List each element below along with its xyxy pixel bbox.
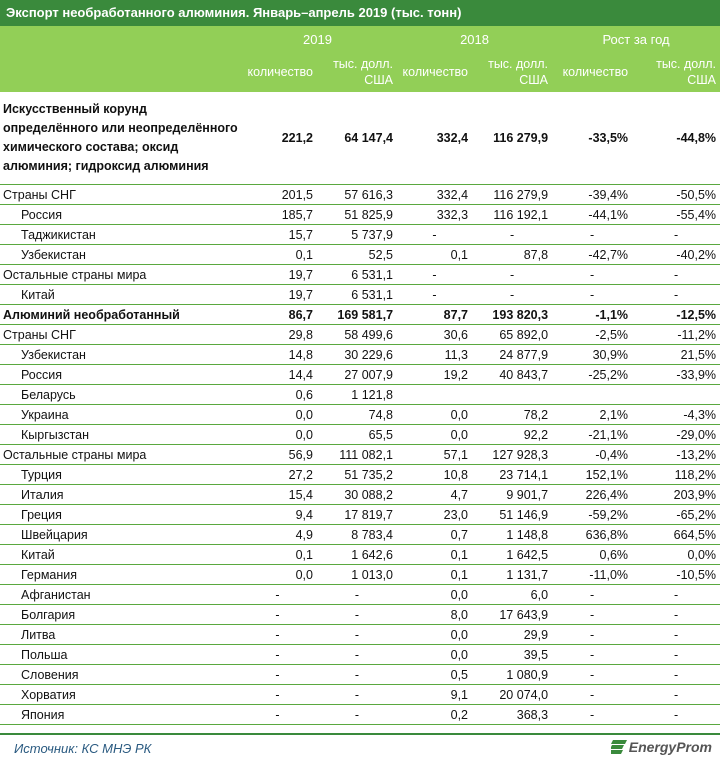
cell-value: -21,1% bbox=[552, 425, 632, 445]
cell-value: 201,5 bbox=[238, 185, 317, 205]
cell-value: 39,5 bbox=[472, 645, 552, 665]
cell-value: - bbox=[317, 705, 397, 725]
row-label: Хорватия bbox=[0, 685, 238, 705]
cell-value: 14,4 bbox=[238, 365, 317, 385]
cell-value: 0,1 bbox=[397, 565, 472, 585]
row-label: Остальные страны мира bbox=[0, 265, 238, 285]
cell-value: - bbox=[552, 585, 632, 605]
cell-value: - bbox=[632, 705, 720, 725]
cell-value: 0,6 bbox=[238, 385, 317, 405]
table-row bbox=[0, 405, 720, 425]
logo-icon bbox=[611, 740, 627, 754]
table-row bbox=[0, 425, 720, 445]
table-row bbox=[0, 285, 720, 305]
row-label: Кыргызстан bbox=[0, 425, 238, 445]
cell-value: 9 901,7 bbox=[472, 485, 552, 505]
cell-value: - bbox=[552, 265, 632, 285]
cell-value: - bbox=[632, 665, 720, 685]
row-label: Польша bbox=[0, 645, 238, 665]
cell-value: -2,5% bbox=[552, 325, 632, 345]
cell-value: 1 148,8 bbox=[472, 525, 552, 545]
cell-value: - bbox=[552, 705, 632, 725]
table-row bbox=[0, 545, 720, 565]
cell-value: - bbox=[238, 685, 317, 705]
row-label: Афганистан bbox=[0, 585, 238, 605]
cell-value: 0,0 bbox=[238, 565, 317, 585]
cell-value: 30,6 bbox=[397, 325, 472, 345]
cell-value: 30 229,6 bbox=[317, 345, 397, 365]
table-row bbox=[0, 305, 720, 325]
cell-value: -59,2% bbox=[552, 505, 632, 525]
cell-value: - bbox=[632, 265, 720, 285]
cell-value: 19,7 bbox=[238, 285, 317, 305]
cell-value: - bbox=[552, 685, 632, 705]
cell-value: - bbox=[552, 645, 632, 665]
header-group-2018: 2018 bbox=[460, 31, 489, 47]
cell-value: 0,0 bbox=[397, 585, 472, 605]
cell-value: 0,7 bbox=[397, 525, 472, 545]
cell-value: 92,2 bbox=[472, 425, 552, 445]
cell-value: 23 714,1 bbox=[472, 465, 552, 485]
header-sub-row bbox=[0, 52, 720, 92]
cell-value: 0,2 bbox=[397, 705, 472, 725]
table-row bbox=[0, 325, 720, 345]
row-label: Китай bbox=[0, 545, 238, 565]
cell-value: 51 735,2 bbox=[317, 465, 397, 485]
table-row bbox=[0, 185, 720, 205]
cell-value: 4,9 bbox=[238, 525, 317, 545]
table-row bbox=[0, 445, 720, 465]
cell-value: -10,5% bbox=[632, 565, 720, 585]
cell-value: 118,2% bbox=[632, 465, 720, 485]
cell-value: 27 007,9 bbox=[317, 365, 397, 385]
table-row bbox=[0, 525, 720, 545]
table-row bbox=[0, 345, 720, 365]
cell-value: 30,9% bbox=[552, 345, 632, 365]
row-label: Узбекистан bbox=[0, 245, 238, 265]
header-sub-qty-2019: количество bbox=[247, 65, 313, 79]
cell-value: 14,8 bbox=[238, 345, 317, 365]
cell-value: 78,2 bbox=[472, 405, 552, 425]
cell-value: 127 928,3 bbox=[472, 445, 552, 465]
cell-value: 0,0 bbox=[397, 425, 472, 445]
row-label: Болгария bbox=[0, 605, 238, 625]
export-table bbox=[0, 26, 720, 725]
cell-value: 111 082,1 bbox=[317, 445, 397, 465]
cell-value: 1 131,7 bbox=[472, 565, 552, 585]
row-label: Япония bbox=[0, 705, 238, 725]
cell-value: -11,2% bbox=[632, 325, 720, 345]
cell-value: 8,0 bbox=[397, 605, 472, 625]
cell-value: 193 820,3 bbox=[472, 305, 552, 325]
cell-value: - bbox=[552, 285, 632, 305]
cell-value: 19,2 bbox=[397, 365, 472, 385]
cell-value: -12,5% bbox=[632, 305, 720, 325]
cell-value: - bbox=[238, 625, 317, 645]
cell-value: -25,2% bbox=[552, 365, 632, 385]
table-row bbox=[0, 465, 720, 485]
cell-value: 8 783,4 bbox=[317, 525, 397, 545]
cell-value: 6 531,1 bbox=[317, 265, 397, 285]
cell-value: - bbox=[472, 265, 552, 285]
header-sub-qty-growth: количество bbox=[562, 65, 629, 79]
table-row bbox=[0, 385, 720, 405]
cell-value: 0,1 bbox=[397, 245, 472, 265]
cell-value: - bbox=[238, 665, 317, 685]
header-groups-row bbox=[0, 26, 720, 52]
row-label: Китай bbox=[0, 285, 238, 305]
cell-value: 116 279,9 bbox=[472, 185, 552, 205]
cell-value: 332,4 bbox=[397, 92, 472, 185]
row-label: Россия bbox=[0, 205, 238, 225]
cell-value: - bbox=[632, 685, 720, 705]
cell-value: - bbox=[552, 665, 632, 685]
row-label: Алюминий необработанный bbox=[0, 305, 238, 325]
cell-value: 10,8 bbox=[397, 465, 472, 485]
cell-value: 52,5 bbox=[317, 245, 397, 265]
cell-value: - bbox=[552, 225, 632, 245]
cell-value: 185,7 bbox=[238, 205, 317, 225]
cell-value: -33,5% bbox=[552, 92, 632, 185]
cell-value: - bbox=[632, 585, 720, 605]
cell-value: -4,3% bbox=[632, 405, 720, 425]
cell-value: 17 819,7 bbox=[317, 505, 397, 525]
cell-value: - bbox=[317, 585, 397, 605]
cell-value: -33,9% bbox=[632, 365, 720, 385]
cell-value: - bbox=[397, 225, 472, 245]
table-row bbox=[0, 685, 720, 705]
cell-value: 332,3 bbox=[397, 205, 472, 225]
cell-value: 0,1 bbox=[238, 545, 317, 565]
header-sub-usd-2018: тыс. долл. США bbox=[488, 57, 549, 87]
cell-value: 0,0% bbox=[632, 545, 720, 565]
cell-value: 19,7 bbox=[238, 265, 317, 285]
header-corner-sub bbox=[0, 52, 238, 92]
table-row bbox=[0, 705, 720, 725]
cell-value bbox=[552, 385, 632, 405]
cell-value: 86,7 bbox=[238, 305, 317, 325]
cell-value: 9,4 bbox=[238, 505, 317, 525]
table-row bbox=[0, 92, 720, 185]
cell-value: 169 581,7 bbox=[317, 305, 397, 325]
footer bbox=[0, 733, 720, 763]
cell-value: 74,8 bbox=[317, 405, 397, 425]
header-group-2019: 2019 bbox=[303, 31, 332, 47]
row-label: Германия bbox=[0, 565, 238, 585]
cell-value: - bbox=[632, 285, 720, 305]
cell-value: 1 080,9 bbox=[472, 665, 552, 685]
cell-value: 664,5% bbox=[632, 525, 720, 545]
cell-value: - bbox=[632, 605, 720, 625]
row-label: Таджикистан bbox=[0, 225, 238, 245]
source-note: Источник: КС МНЭ РК bbox=[14, 741, 152, 756]
cell-value: 29,8 bbox=[238, 325, 317, 345]
cell-value: 23,0 bbox=[397, 505, 472, 525]
cell-value: - bbox=[317, 605, 397, 625]
cell-value: 0,0 bbox=[397, 625, 472, 645]
logo-text: EnergyProm bbox=[628, 739, 712, 755]
cell-value: 40 843,7 bbox=[472, 365, 552, 385]
cell-value: 57 616,3 bbox=[317, 185, 397, 205]
row-label: Швейцария bbox=[0, 525, 238, 545]
cell-value: 636,8% bbox=[552, 525, 632, 545]
cell-value: 15,4 bbox=[238, 485, 317, 505]
cell-value: 5 737,9 bbox=[317, 225, 397, 245]
cell-value: - bbox=[317, 645, 397, 665]
cell-value: 11,3 bbox=[397, 345, 472, 365]
cell-value: - bbox=[238, 705, 317, 725]
header-sub-usd-2019: тыс. долл. США bbox=[333, 57, 394, 87]
row-label: Литва bbox=[0, 625, 238, 645]
cell-value: - bbox=[238, 645, 317, 665]
cell-value: 0,6% bbox=[552, 545, 632, 565]
cell-value: - bbox=[397, 285, 472, 305]
cell-value: 2,1% bbox=[552, 405, 632, 425]
cell-value: 24 877,9 bbox=[472, 345, 552, 365]
cell-value: 58 499,6 bbox=[317, 325, 397, 345]
table-row bbox=[0, 505, 720, 525]
cell-value: 152,1% bbox=[552, 465, 632, 485]
row-label: Искусственный корунд определённого или неопределённого химического состава; оксид алюминия; гидроксид алюминия bbox=[0, 92, 238, 185]
row-label: Италия bbox=[0, 485, 238, 505]
table-row bbox=[0, 605, 720, 625]
header-group-growth: Рост за год bbox=[602, 31, 670, 47]
cell-value: 0,1 bbox=[397, 545, 472, 565]
cell-value: - bbox=[472, 285, 552, 305]
cell-value: 226,4% bbox=[552, 485, 632, 505]
cell-value: -39,4% bbox=[552, 185, 632, 205]
cell-value: -65,2% bbox=[632, 505, 720, 525]
cell-value: 6 531,1 bbox=[317, 285, 397, 305]
cell-value: - bbox=[317, 665, 397, 685]
row-label: Греция bbox=[0, 505, 238, 525]
cell-value: -1,1% bbox=[552, 305, 632, 325]
table-row bbox=[0, 665, 720, 685]
cell-value: -29,0% bbox=[632, 425, 720, 445]
header-corner bbox=[0, 26, 238, 52]
cell-value: 0,1 bbox=[238, 245, 317, 265]
cell-value: 203,9% bbox=[632, 485, 720, 505]
energyprom-logo bbox=[611, 739, 712, 755]
header-sub-qty-2018: количество bbox=[402, 65, 469, 79]
cell-value: - bbox=[317, 625, 397, 645]
cell-value: 21,5% bbox=[632, 345, 720, 365]
cell-value: 51 146,9 bbox=[472, 505, 552, 525]
cell-value: 30 088,2 bbox=[317, 485, 397, 505]
cell-value: -44,8% bbox=[632, 92, 720, 185]
row-label: Остальные страны мира bbox=[0, 445, 238, 465]
cell-value: - bbox=[632, 645, 720, 665]
cell-value: 51 825,9 bbox=[317, 205, 397, 225]
cell-value: -42,7% bbox=[552, 245, 632, 265]
cell-value: 9,1 bbox=[397, 685, 472, 705]
cell-value: -50,5% bbox=[632, 185, 720, 205]
cell-value: - bbox=[552, 625, 632, 645]
cell-value: -0,4% bbox=[552, 445, 632, 465]
cell-value: 1 013,0 bbox=[317, 565, 397, 585]
cell-value: 116 192,1 bbox=[472, 205, 552, 225]
cell-value: 1 642,6 bbox=[317, 545, 397, 565]
cell-value: 0,0 bbox=[238, 425, 317, 445]
row-label: Украина bbox=[0, 405, 238, 425]
cell-value: - bbox=[238, 585, 317, 605]
cell-value: 221,2 bbox=[238, 92, 317, 185]
table-row bbox=[0, 485, 720, 505]
cell-value: 87,7 bbox=[397, 305, 472, 325]
cell-value: 65 892,0 bbox=[472, 325, 552, 345]
cell-value: 1 121,8 bbox=[317, 385, 397, 405]
table-row bbox=[0, 205, 720, 225]
cell-value: -11,0% bbox=[552, 565, 632, 585]
cell-value bbox=[632, 385, 720, 405]
cell-value: 87,8 bbox=[472, 245, 552, 265]
cell-value: - bbox=[552, 605, 632, 625]
row-label: Россия bbox=[0, 365, 238, 385]
table-row bbox=[0, 625, 720, 645]
row-label: Турция bbox=[0, 465, 238, 485]
cell-value: 0,0 bbox=[238, 405, 317, 425]
cell-value: 64 147,4 bbox=[317, 92, 397, 185]
row-label: Страны СНГ bbox=[0, 325, 238, 345]
cell-value: 29,9 bbox=[472, 625, 552, 645]
cell-value: 368,3 bbox=[472, 705, 552, 725]
row-label: Словения bbox=[0, 665, 238, 685]
row-label: Страны СНГ bbox=[0, 185, 238, 205]
row-label: Беларусь bbox=[0, 385, 238, 405]
cell-value: - bbox=[632, 225, 720, 245]
cell-value: 27,2 bbox=[238, 465, 317, 485]
cell-value: - bbox=[472, 225, 552, 245]
header-sub-usd-growth: тыс. долл. США bbox=[656, 57, 717, 87]
cell-value bbox=[397, 385, 472, 405]
cell-value bbox=[472, 385, 552, 405]
cell-value: - bbox=[317, 685, 397, 705]
table-row bbox=[0, 265, 720, 285]
table-row bbox=[0, 245, 720, 265]
cell-value: 57,1 bbox=[397, 445, 472, 465]
table-row bbox=[0, 565, 720, 585]
row-label: Узбекистан bbox=[0, 345, 238, 365]
cell-value: -55,4% bbox=[632, 205, 720, 225]
cell-value: 0,5 bbox=[397, 665, 472, 685]
cell-value: - bbox=[238, 605, 317, 625]
cell-value: 332,4 bbox=[397, 185, 472, 205]
cell-value: 56,9 bbox=[238, 445, 317, 465]
cell-value: 17 643,9 bbox=[472, 605, 552, 625]
cell-value: 20 074,0 bbox=[472, 685, 552, 705]
table-row bbox=[0, 585, 720, 605]
cell-value: 65,5 bbox=[317, 425, 397, 445]
cell-value: 116 279,9 bbox=[472, 92, 552, 185]
cell-value: 0,0 bbox=[397, 645, 472, 665]
cell-value: - bbox=[397, 265, 472, 285]
cell-value: -40,2% bbox=[632, 245, 720, 265]
table-row bbox=[0, 365, 720, 385]
cell-value: 4,7 bbox=[397, 485, 472, 505]
cell-value: - bbox=[632, 625, 720, 645]
cell-value: 15,7 bbox=[238, 225, 317, 245]
table-title: Экспорт необработанного алюминия. Январь–апрель 2019 (тыс. тонн) bbox=[0, 0, 720, 26]
cell-value: -13,2% bbox=[632, 445, 720, 465]
cell-value: -44,1% bbox=[552, 205, 632, 225]
cell-value: 1 642,5 bbox=[472, 545, 552, 565]
table-row bbox=[0, 225, 720, 245]
cell-value: 0,0 bbox=[397, 405, 472, 425]
cell-value: 6,0 bbox=[472, 585, 552, 605]
table-row bbox=[0, 645, 720, 665]
